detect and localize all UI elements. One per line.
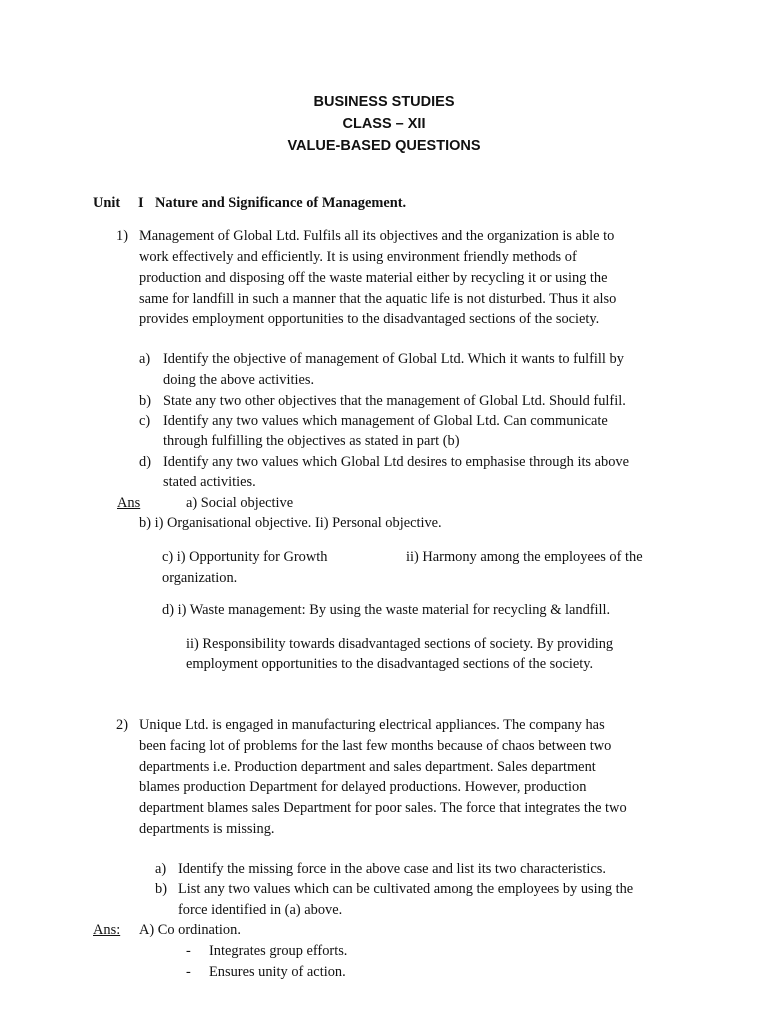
part-marker: c) bbox=[139, 413, 151, 429]
answer-line: a) Social objective bbox=[186, 495, 294, 511]
question-text-line: been facing lot of problems for the last few months because of chaos between two bbox=[139, 738, 612, 754]
part-text: State any two other objectives that the management of Global Ltd. Should fulfil. bbox=[163, 393, 626, 409]
part-marker: b) bbox=[155, 881, 167, 897]
answer-line: A) Co ordination. bbox=[139, 922, 241, 938]
class-heading: CLASS – XII bbox=[342, 116, 426, 132]
part-text: Identify the missing force in the above case and list its two characteristics. bbox=[178, 861, 606, 877]
answer-line: b) i) Organisational objective. Ii) Personal objective. bbox=[139, 515, 442, 531]
question-text-line: Management of Global Ltd. Fulfils all its objectives and the organization is able to bbox=[139, 228, 615, 244]
answer-line: employment opportunities to the disadvantaged sections of the society. bbox=[186, 656, 594, 672]
document-title: VALUE-BASED QUESTIONS bbox=[287, 138, 481, 154]
part-text: through fulfilling the objectives as stated in part (b) bbox=[163, 433, 460, 449]
unit-title: Nature and Significance of Management. bbox=[155, 195, 407, 211]
part-text: doing the above activities. bbox=[163, 372, 315, 388]
answer-label: Ans bbox=[117, 495, 141, 511]
part-text: Identify the objective of management of Global Ltd. Which it wants to fulfill by bbox=[163, 351, 624, 367]
answer-line: d) i) Waste management: By using the waste material for recycling & landfill. bbox=[162, 602, 611, 618]
question-text-line: same for landfill in such a manner that the aquatic life is not disturbed. Thus it also bbox=[139, 291, 617, 307]
question-text-line: departments is missing. bbox=[139, 821, 275, 837]
answer-line: ii) Responsibility towards disadvantaged sections of society. By providing bbox=[186, 636, 614, 652]
part-text: Identify any two values which Global Ltd desires to emphasise through its above bbox=[163, 454, 629, 470]
question-text-line: Unique Ltd. is engaged in manufacturing electrical appliances. The company has bbox=[139, 717, 605, 733]
question-number: 1) bbox=[116, 228, 128, 244]
part-text: stated activities. bbox=[163, 474, 256, 490]
subject-heading: BUSINESS STUDIES bbox=[313, 94, 455, 110]
part-marker: d) bbox=[139, 454, 151, 470]
part-marker: a) bbox=[155, 861, 167, 877]
answer-point: Integrates group efforts. bbox=[209, 943, 348, 959]
question-text-line: department blames sales Department for poor sales. The force that integrates the two bbox=[139, 800, 627, 816]
question-text-line: work effectively and efficiently. It is using environment friendly methods of bbox=[139, 249, 577, 265]
answer-line: c) i) Opportunity for Growth bbox=[162, 549, 328, 565]
answer-label: Ans: bbox=[93, 922, 121, 938]
part-marker: b) bbox=[139, 393, 151, 409]
answer-line: ii) Harmony among the employees of the bbox=[406, 549, 643, 565]
answer-line: organization. bbox=[162, 570, 238, 586]
answer-point: Ensures unity of action. bbox=[209, 964, 346, 980]
question-text-line: provides employment opportunities to the disadvantaged sections of the society. bbox=[139, 311, 600, 327]
part-text: List any two values which can be cultivated among the employees by using the bbox=[178, 881, 634, 897]
unit-number: I bbox=[138, 195, 144, 211]
question-number: 2) bbox=[116, 717, 128, 733]
part-text: force identified in (a) above. bbox=[178, 902, 343, 918]
bullet-dash: - bbox=[186, 943, 191, 959]
bullet-dash: - bbox=[186, 964, 191, 980]
part-marker: a) bbox=[139, 351, 151, 367]
question-text-line: departments i.e. Production department and sales department. Sales department bbox=[139, 759, 596, 775]
question-text-line: blames production Department for delayed productions. However, production bbox=[139, 779, 587, 795]
unit-label: Unit bbox=[93, 195, 121, 211]
question-text-line: production and disposing off the waste material either by recycling it or using the bbox=[139, 270, 608, 286]
part-text: Identify any two values which management of Global Ltd. Can communicate bbox=[163, 413, 608, 429]
